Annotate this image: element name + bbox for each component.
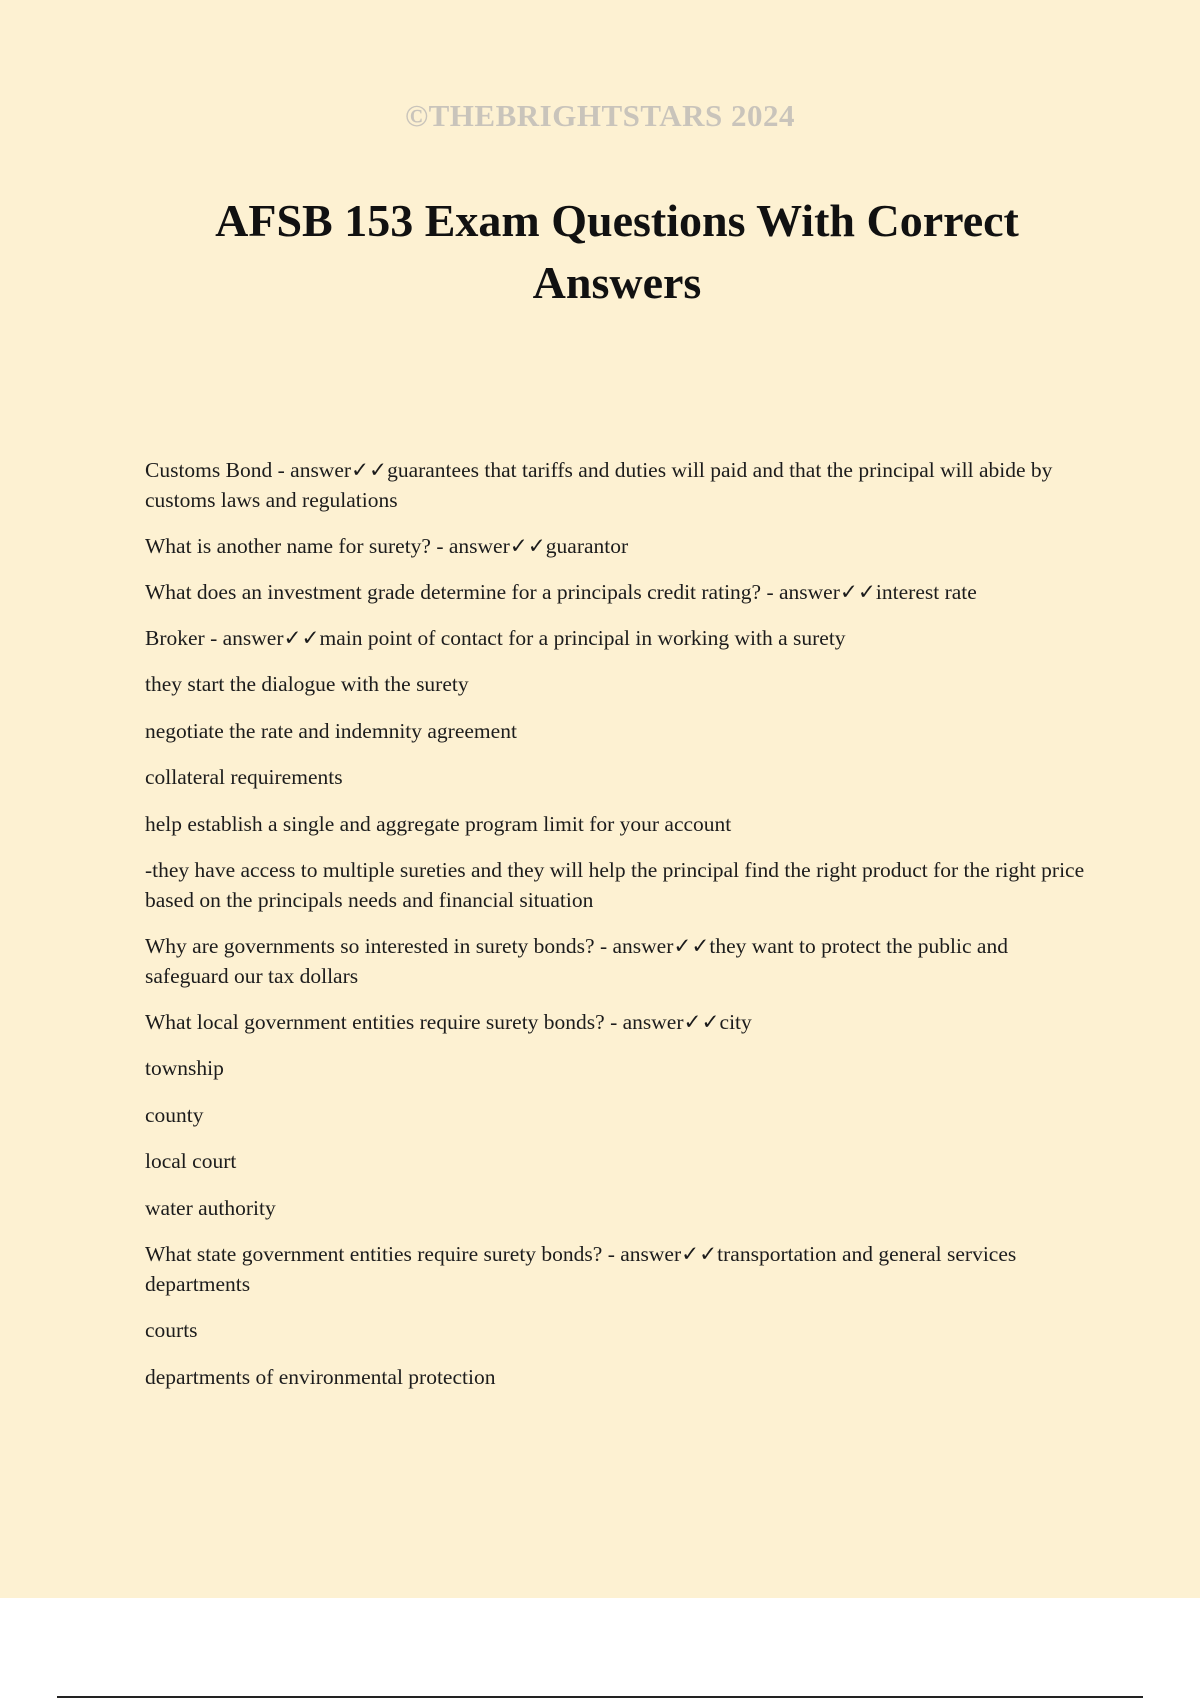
qa-list [145,455,1085,1408]
qa-item: Customs Bond - answer✓✓guarantees that tariffs and duties will paid and that the principal will abide by customs laws and regulations [145,458,1053,512]
qa-item: they start the dialogue with the surety [145,672,469,696]
qa-item: What does an investment grade determine for a principals credit rating? - answer✓✓interest rate [145,580,977,604]
qa-item: help establish a single and aggregate program limit for your account [145,811,732,836]
qa-item: county [145,1102,204,1127]
qa-item: -they have access to multiple sureties and they will help the principal find the right product for the right price based on the principals needs and financial situation [145,858,1085,912]
qa-item: township [145,1056,224,1080]
qa-item: collateral requirements [145,765,343,789]
qa-item: What is another name for surety? - answer✓✓guarantor [145,534,629,558]
qa-item: local court [145,1149,237,1173]
copyright-watermark: ©THEBRIGHTSTARS 2024 [404,98,796,133]
page-divider [57,1696,1143,1698]
qa-item: What local government entities require surety bonds? - answer✓✓city [145,1010,752,1034]
qa-item: Broker - answer✓✓main point of contact for a principal in working with a surety [145,626,846,650]
document-title: AFSB 153 Exam Questions With Correct Answers [215,195,1019,308]
qa-item: Why are governments so interested in surety bonds? - answer✓✓they want to protect the public and safeguard our tax dollars [145,934,1008,988]
qa-item: water authority [145,1195,276,1220]
qa-item: What state government entities require surety bonds? - answer✓✓transportation and general services departments [145,1242,1017,1296]
qa-item: courts [145,1318,198,1342]
qa-item: departments of environmental protection [145,1364,496,1389]
qa-item: negotiate the rate and indemnity agreement [145,718,517,743]
